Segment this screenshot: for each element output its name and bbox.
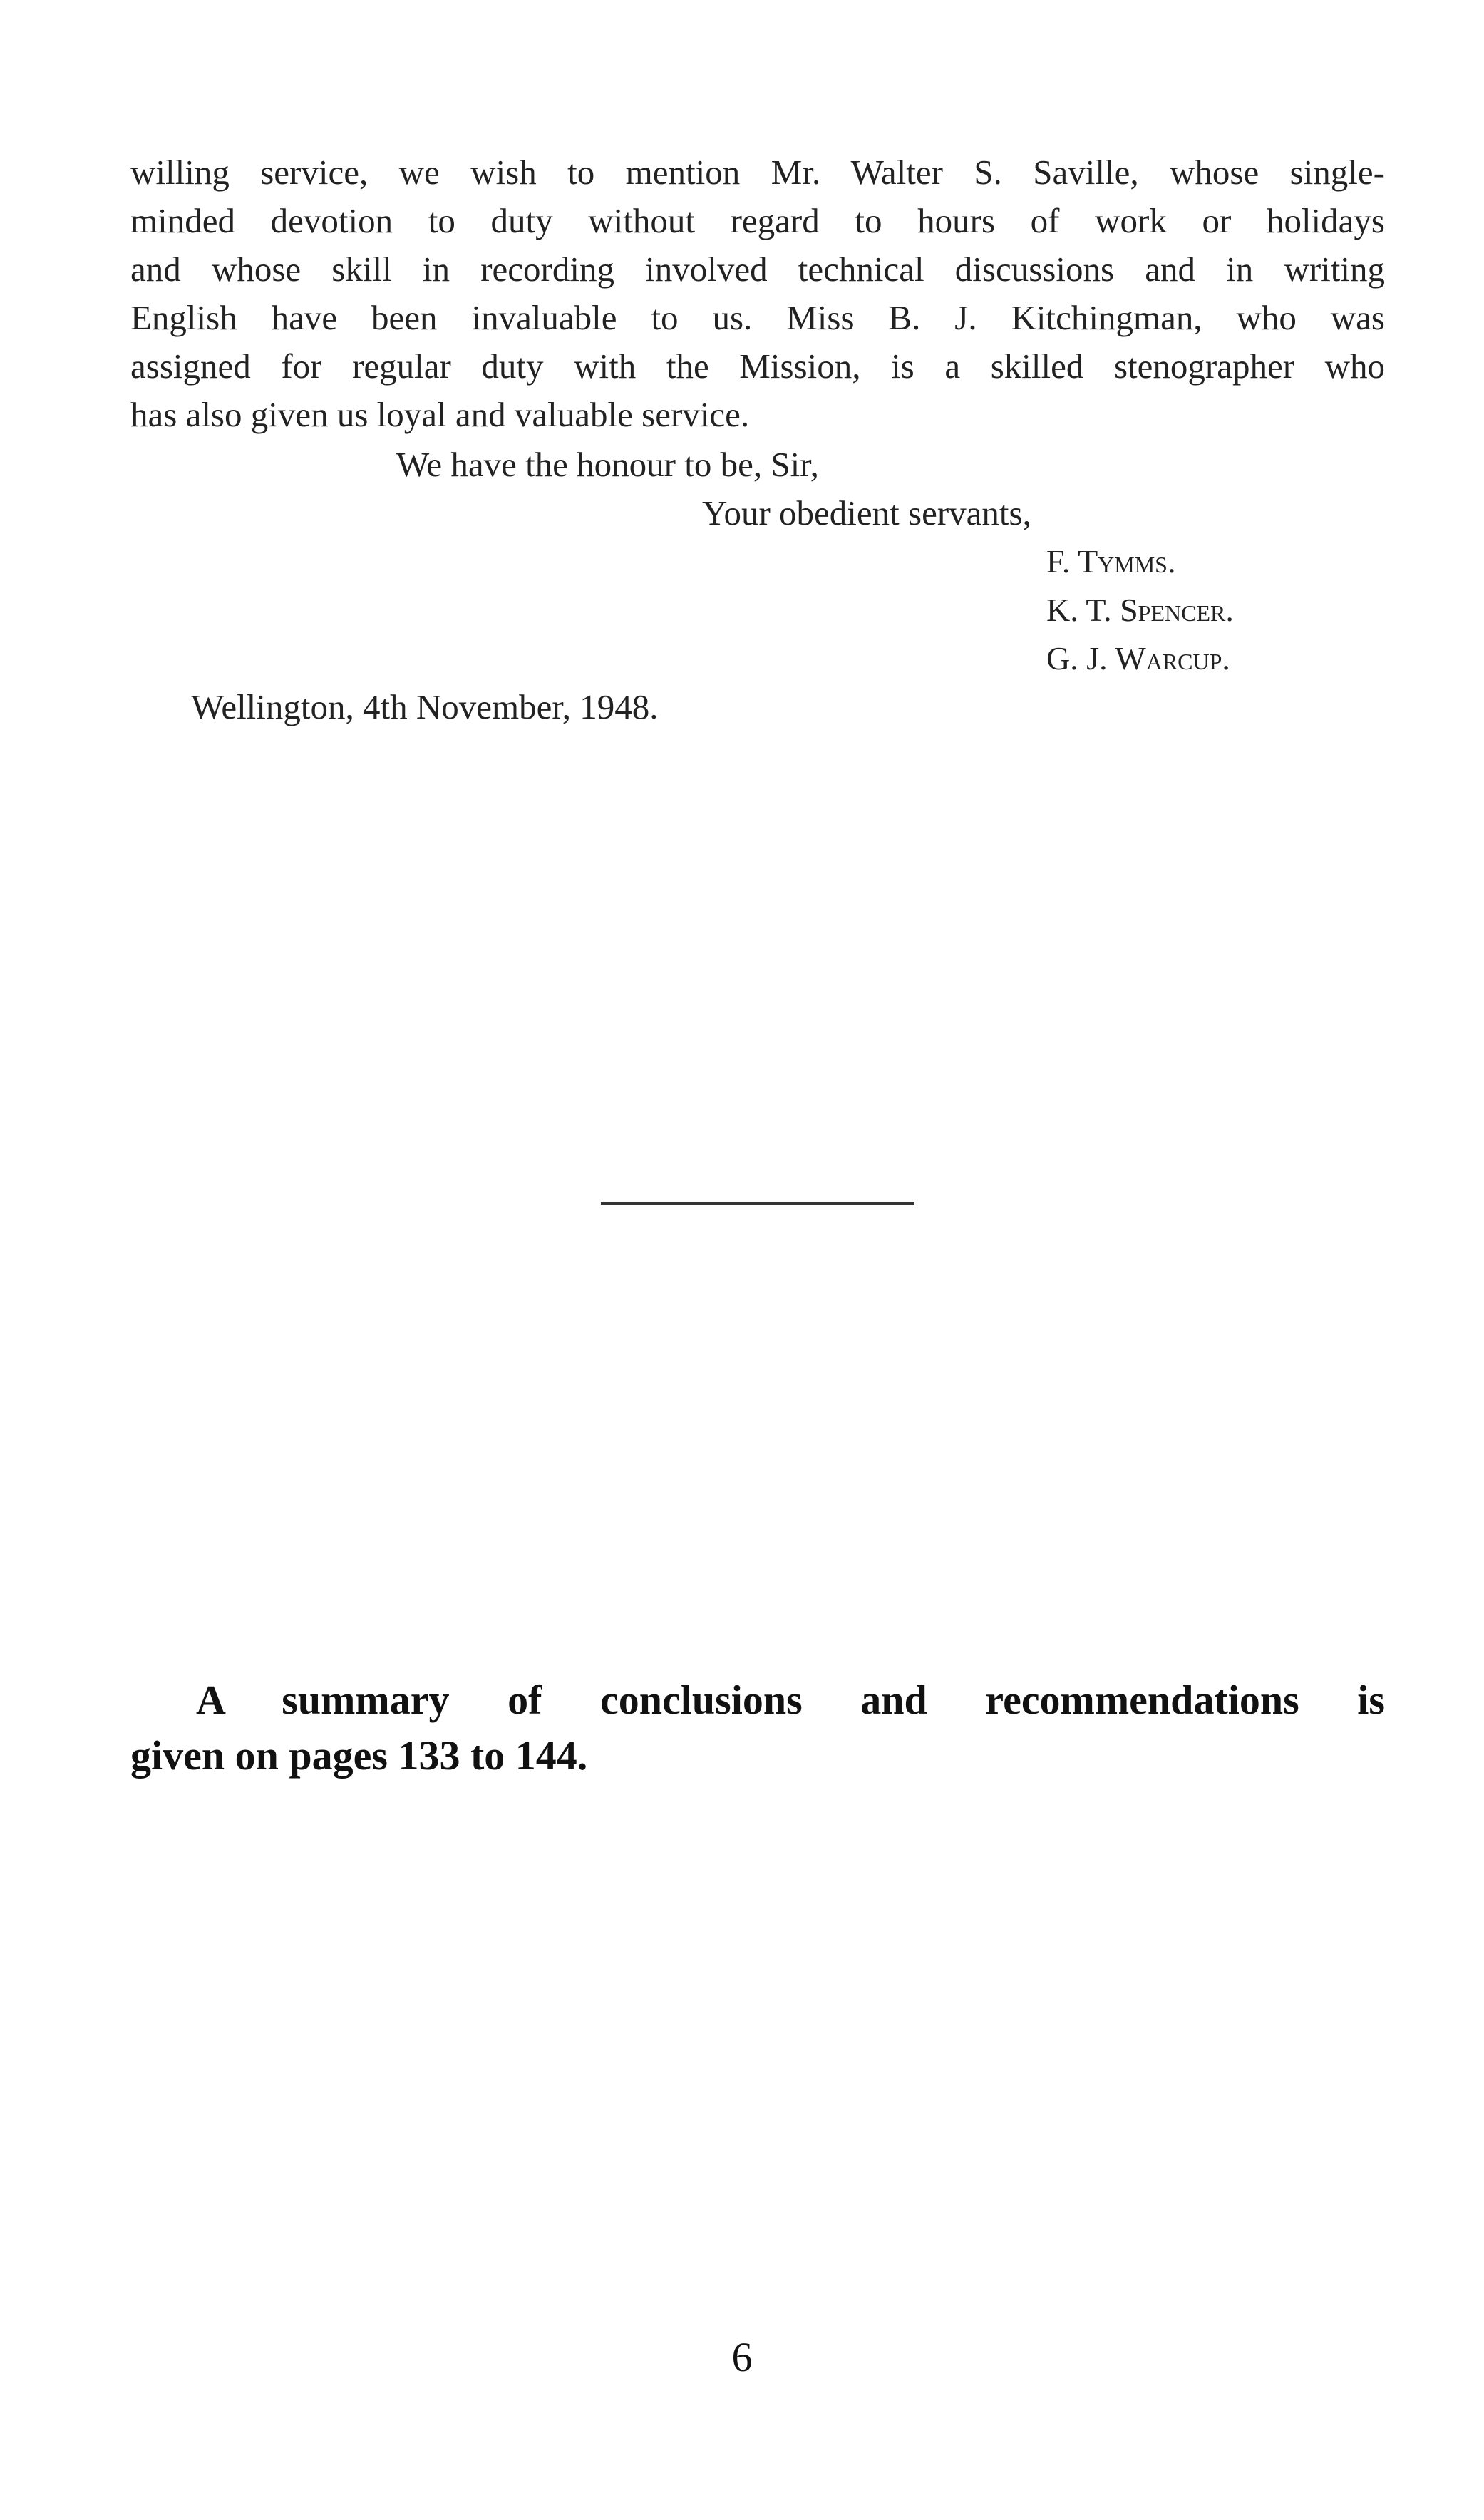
- letter-line: willing service, we wish to mention Mr. Walter S. Saville, whose single-: [130, 153, 1385, 192]
- closing-servants: Your obedient servants,: [702, 493, 1031, 533]
- signature-block: [1046, 538, 1234, 683]
- date-line: Wellington, 4th November, 1948.: [191, 687, 659, 726]
- signatory-name: F. Tymms.: [1046, 543, 1176, 580]
- summary-line: A summary of conclusions and recommendations is: [196, 1677, 1385, 1723]
- section-divider: [601, 1202, 914, 1205]
- page-number: 6: [731, 2334, 753, 2380]
- closing-salutation: We have the honour to be, Sir,: [396, 445, 819, 484]
- letter-line: has also given us loyal and valuable service.: [130, 395, 750, 434]
- letter-line: assigned for regular duty with the Mission, is a skilled stenographer who: [130, 346, 1385, 386]
- summary-line: given on pages 133 to 144.: [130, 1732, 588, 1779]
- summary-note: [130, 1672, 1385, 1784]
- signatory-name: G. J. Warcup.: [1046, 640, 1230, 677]
- letter-line: English have been invaluable to us. Miss B. J. Kitchingman, who was: [130, 298, 1385, 337]
- letter-body: [130, 148, 1385, 439]
- signatory-name: K. T. Spencer.: [1046, 592, 1234, 628]
- letter-line: minded devotion to duty without regard to hours of work or holidays: [130, 201, 1385, 240]
- letter-line: and whose skill in recording involved technical discussions and in writing: [130, 250, 1385, 289]
